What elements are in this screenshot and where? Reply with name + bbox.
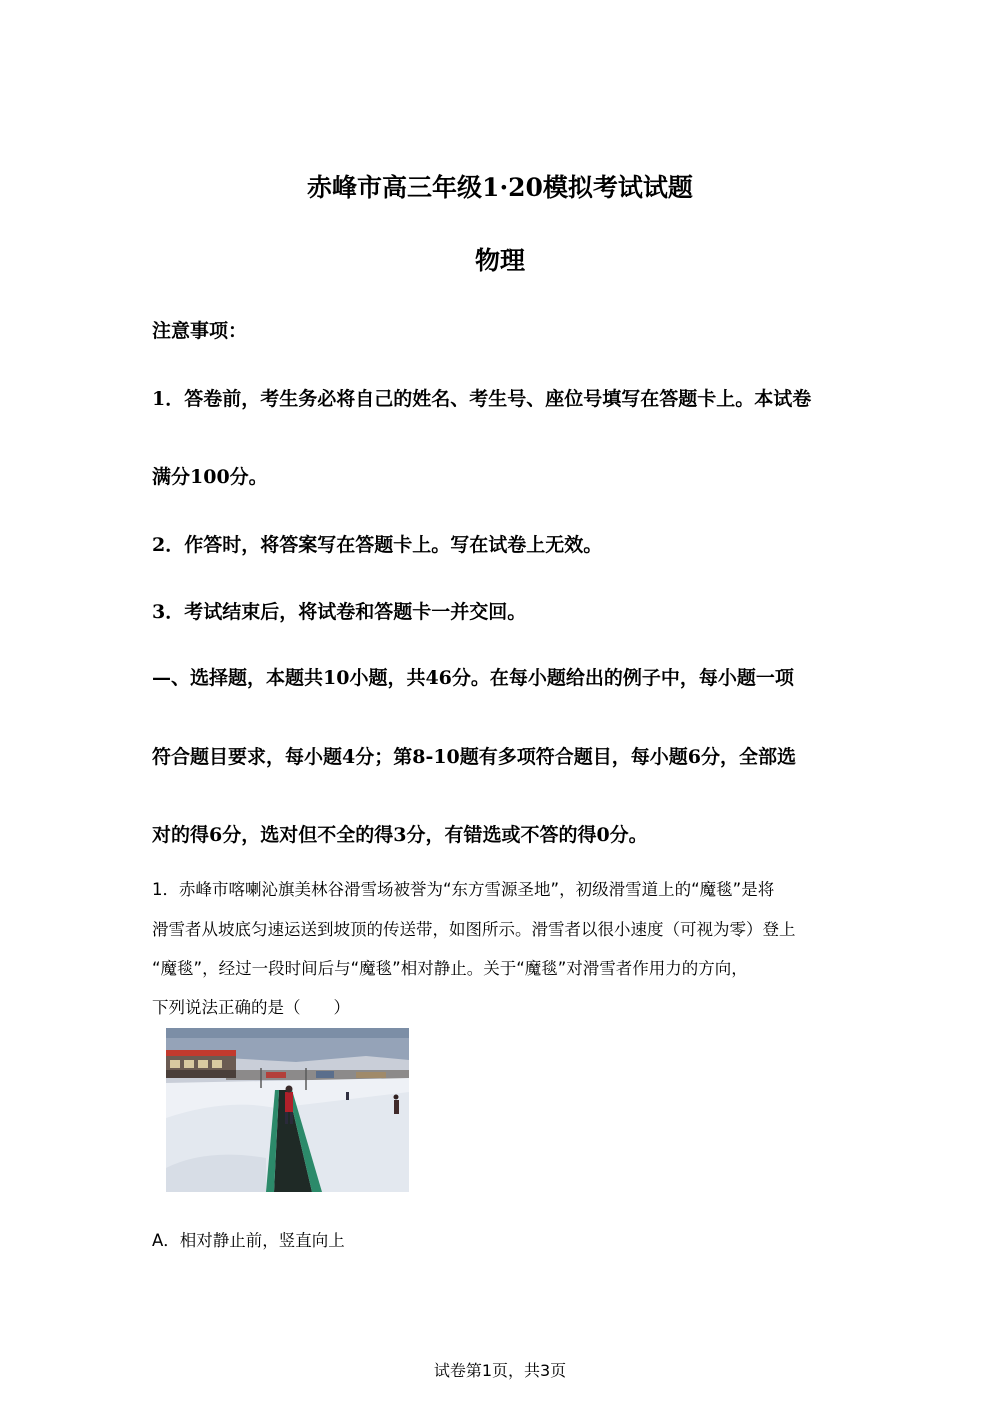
section-instructions-line-3: 对的得6分，选对但不全的得3分，有错选或不答的得0分。 (152, 824, 648, 846)
question-1-line-4: 下列说法正确的是（ ） (152, 998, 350, 1017)
photo-skier (285, 1092, 293, 1112)
notice-item-3: 3．考试结束后，将试卷和答题卡一并交回。 (152, 601, 527, 623)
notice-item-2: 2．作答时，将答案写在答题卡上。写在试卷上无效。 (152, 534, 603, 556)
question-1-line-2: 滑雪者从坡底匀速运送到坡顶的传送带，如图所示。滑雪者以很小速度（可视为零）登上 (152, 920, 796, 939)
notice-item-1-line-2: 满分100分。 (152, 466, 268, 488)
question-1-line-3: “魔毯”，经过一段时间后与“魔毯”相对静止。关于“魔毯”对滑雪者作用力的方向， (152, 959, 748, 978)
exam-title: 赤峰市高三年级1·20模拟考试试题 (307, 173, 693, 202)
ski-conveyor-photo (166, 1028, 409, 1192)
page-footer: 试卷第1页，共3页 (433, 1361, 567, 1380)
notice-heading: 注意事项： (152, 320, 248, 342)
section-instructions-line-1: —、选择题，本题共10小题，共46分。在每小题给出的例子中，每小题一项 (152, 667, 794, 689)
question-1-option-a: A．相对静止前，竖直向上 (152, 1231, 345, 1250)
section-instructions-line-2: 符合题目要求，每小题4分；第8-10题有多项符合题目，每小题6分，全部选 (152, 746, 796, 768)
notice-item-1-line-1: 1．答卷前，考生务必将自己的姓名、考生号、座位号填写在答题卡上。本试卷 (152, 388, 812, 410)
question-1-line-1: 1．赤峰市喀喇沁旗美林谷滑雪场被誉为“东方雪源圣地”，初级滑雪道上的“魔毯”是将 (152, 880, 775, 899)
subject-title: 物理 (474, 246, 525, 275)
